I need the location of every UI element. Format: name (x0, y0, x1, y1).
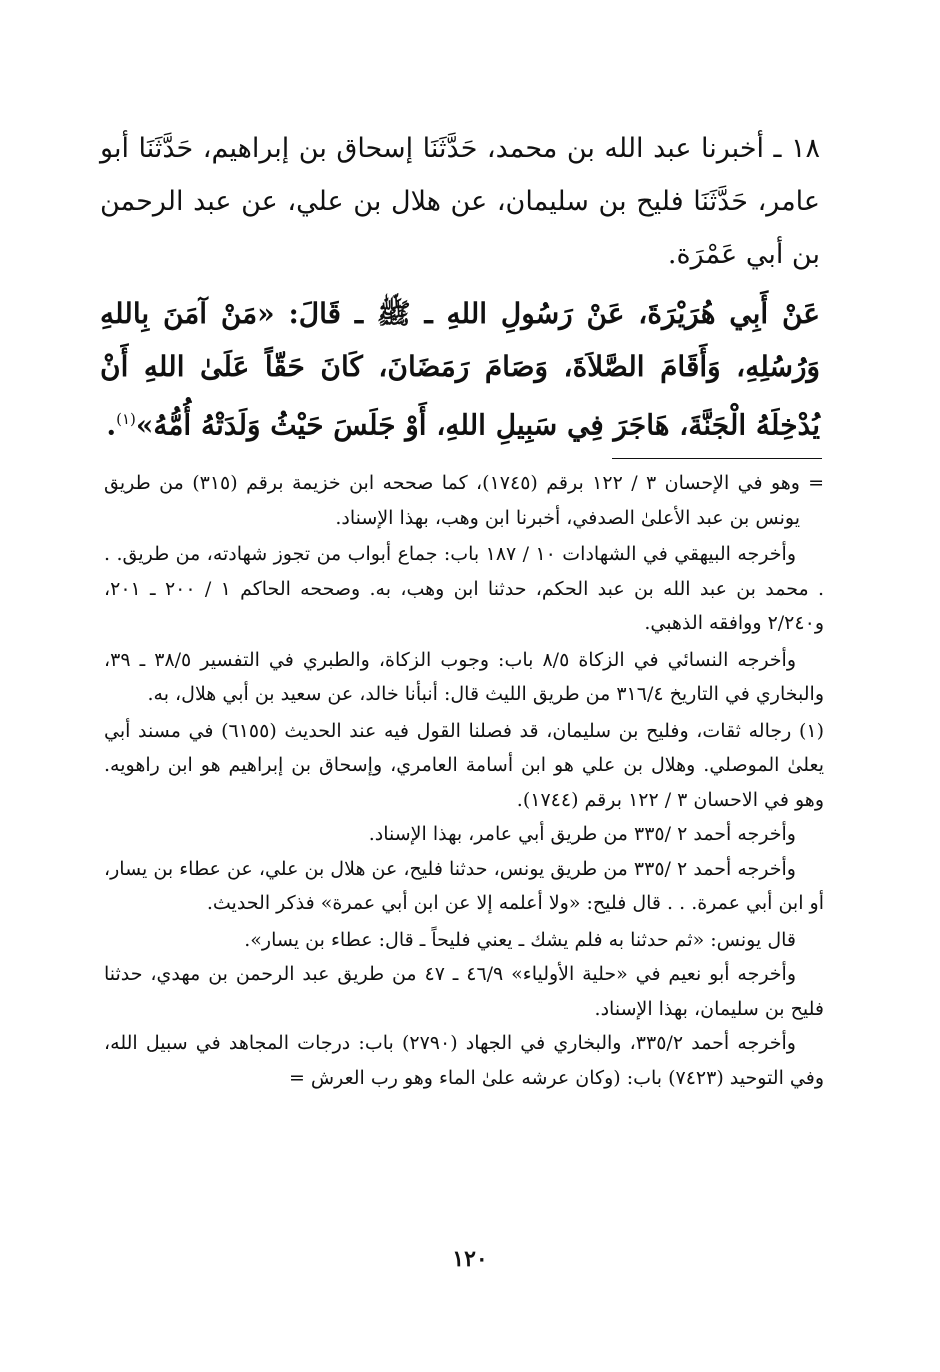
footnote-1-para-5: وأخرجه أبو نعيم في «حلية الأولياء» ٤٦/٩ ـ ٤٧ من طريق عبد الرحمن بن مهدي، حدثنا فليح بن سليمان، بهذا الإسناد. (104, 963, 824, 1020)
footnotes (104, 466, 824, 1095)
footnote-1-para-2: وأخرجه أحمد ٢ /٣٣٥ من طريق أبي عامر، بهذا الإسناد. (368, 823, 796, 845)
continuation-mark: = (808, 472, 824, 494)
page-number: ١٢٠ (452, 1246, 488, 1272)
footnote-ref-1: (١) (116, 410, 136, 428)
hadith-end-mark: . (106, 408, 117, 442)
footnote-1-para-3: وأخرجه أحمد ٢ /٣٣٥ من طريق يونس، حدثنا فليح، عن هلال بن علي، عن عطاء بن يسار، أو ابن أبي عمرة. . . قال فليح: «ولا أعلمه إلا عن ابن أبي عمرة» فذكر الحديث. (104, 857, 824, 914)
footnote-continuation-para-1 (104, 466, 824, 535)
footnote-continuation-para-3: وأخرجه النسائي في الزكاة ٨/٥ باب: وجوب الزكاة، والطبري في التفسير ٣٨/٥ ـ ٣٩، والبخاري في التاريخ ٣١٦/٤ من طريق الليث قال: أنبأنا خالد، عن سعيد بن أبي هلال، به. (104, 648, 824, 705)
footnote-1-para-6: وأخرجه أحمد ٣٣٥/٢، والبخاري في الجهاد (٢٧٩٠) باب: درجات المجاهد في سبيل الله، وفي التوحيد (٧٤٢٣) باب: (وكان عرشه علىٰ الماء وهو رب العرش = (104, 1032, 824, 1089)
footnote-continuation-para-2: وأخرجه البيهقي في الشهادات ١٠ / ١٨٧ باب: جماع أبواب من تجوز شهادته، من طريق. . . محمد بن عبد الله بن عبد الحكم، حدثنا ابن وهب، به. وصححه الحاكم ١ / ٢٠٠ ـ ٢٠١، و٢/٢٤٠ ووافقه الذهبي. (104, 543, 825, 634)
footnote-divider (612, 458, 822, 459)
hadith-matn-text: عَنْ أَبِي هُرَيْرَةَ، عَنْ رَسُولِ اللهِ ـ ﷺ ـ قَالَ: «مَنْ آمَنَ بِاللهِ وَرُسُلِهِ، وَأَقَامَ الصَّلاَةَ، وَصَامَ رَمَضَانَ، كَانَ حَقّاً عَلَىٰ اللهِ أَنْ يُدْخِلَهُ الْجَنَّةَ، هَاجَرَ فِي سَبِيلِ اللهِ، أَوْ جَلَسَ حَيْثُ وَلَدَتْهُ أُمُّهُ» (100, 297, 820, 442)
hadith-isnad: ١٨ ـ أخبرنا عبد الله بن محمد، حَدَّثَنَا إسحاق بن إبراهيم، حَدَّثَنَا أبو عامر، حَدَّثَنَا فليح بن سليمان، عن هلال بن علي، عن عبد الرحمن بن أبي عَمْرَة. (100, 133, 820, 270)
footnote-1-number: (١) (798, 719, 824, 742)
footnote-1-para-1 (104, 714, 824, 818)
hadith-matn (100, 287, 820, 451)
footnote-1-para-4: قال يونس: «ثم حدثنا به فلم يشك ـ يعني فليحاً ـ قال: عطاء بن يسار». (244, 928, 796, 951)
footnote-continuation-text-1: وهو في الإحسان ٣ / ١٢٢ برقم (١٧٤٥)، كما صححه ابن خزيمة برقم (٣١٥) من طريق يونس بن عبد الأعلىٰ الصدفي، أخبرنا ابن وهب، بهذا الإسناد. (104, 472, 800, 529)
footnote-1-text-1: رجاله ثقات، وفليح بن سليمان، قد فصلنا القول فيه عند الحديث (٦١٥٥) في مسند أبي يعلىٰ الموصلي. وهلال بن علي هو ابن أسامة العامري، وإسحاق بن إبراهيم هو ابن راهويه. وهو في الاحسان ٣ / ١٢٢ برقم (١٧٤٤). (104, 719, 824, 811)
main-text (100, 122, 820, 451)
